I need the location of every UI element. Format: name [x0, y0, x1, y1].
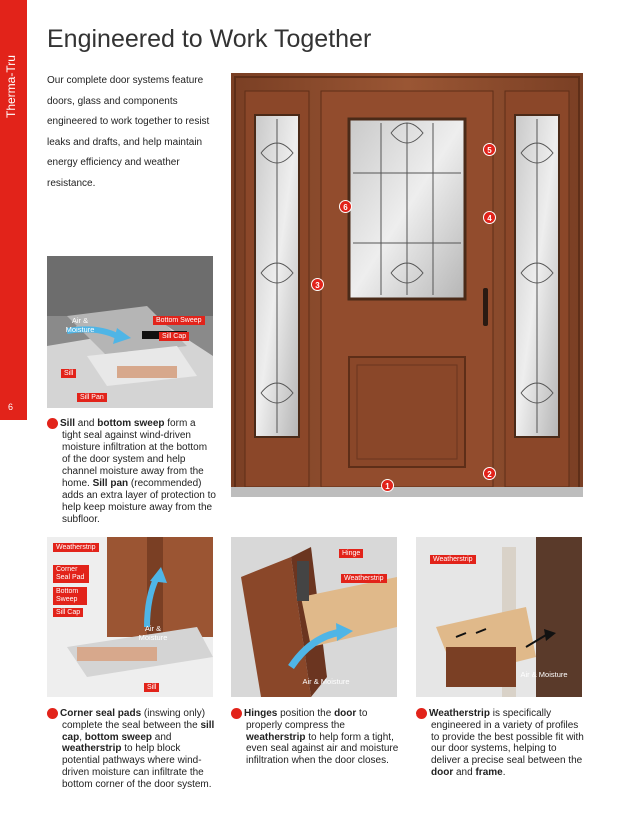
caption-term: frame: [475, 766, 503, 778]
label-air-moisture: Air & Moisture: [138, 624, 168, 642]
intro-paragraph: Our complete door systems feature doors, glass and components engineered to work together to resist leaks and drafts, and help maintain energy efficiency and weather resistance.: [47, 75, 210, 189]
label-bottom-sweep: Bottom Sweep: [153, 316, 205, 325]
caption-text: to properly compress the: [246, 708, 368, 731]
brand-name: Therma-Tru: [4, 55, 18, 118]
caption-term: Corner seal pads: [60, 708, 142, 719]
caption-term: bottom sweep: [84, 731, 153, 743]
section-label: Therma-Tru . Doors: [4, 8, 46, 118]
corner-seal-photo: [47, 537, 213, 697]
caption-number: 4: [416, 708, 427, 719]
caption-text: and: [152, 731, 172, 743]
caption-text: to help form a tight, even seal against air and moisture infiltration when the door closes.: [246, 731, 399, 767]
callout-3: 3: [311, 278, 324, 291]
caption-text: (recommended) adds an extra layer of protection to help keep moisture away from the subfloor.: [62, 478, 216, 525]
hinge-photo: [231, 537, 397, 697]
caption-term: Hinges: [244, 708, 278, 719]
callout-1: 1: [381, 479, 394, 492]
label-sill-cap: Sill Cap: [159, 332, 189, 341]
caption-text: (inswing only) complete the seal between the: [62, 708, 206, 731]
caption-term: Sill pan: [92, 478, 129, 489]
caption-term: sill cap: [62, 719, 215, 743]
caption-term: Sill: [60, 418, 76, 429]
caption-term: Weatherstrip: [429, 708, 490, 719]
caption-text: to help block potential pathways where wind-driven moisture can infiltrate the bottom corner of the door system.: [62, 743, 212, 790]
caption-corner-seal: [42, 708, 219, 791]
label-sill: Sill: [61, 369, 76, 378]
caption-text: is specifically engineered in a variety of profiles to provide the best possible fit with our door systems, helping to deliver a precise seal between the: [431, 708, 584, 767]
label-air-moisture: Air & Moisture: [65, 316, 95, 334]
label-weatherstrip: Weatherstrip: [53, 543, 99, 552]
caption-weatherstrip: [411, 708, 588, 779]
caption-text: .: [502, 766, 506, 778]
caption-term: door: [334, 708, 357, 719]
callout-4: 4: [483, 211, 496, 224]
label-sill-pan: Sill Pan: [77, 393, 107, 402]
caption-text: and: [75, 418, 98, 429]
label-weatherstrip: Weatherstrip: [341, 574, 387, 583]
caption-sill: [42, 418, 217, 526]
callout-5: 5: [483, 143, 496, 156]
callout-6: 6: [339, 200, 352, 213]
caption-text: ,: [79, 731, 85, 743]
label-corner-seal-pad: Corner Seal Pad: [53, 565, 89, 583]
label-sill-cap: Sill Cap: [53, 608, 83, 617]
label-weatherstrip: Weatherstrip: [430, 555, 476, 564]
label-hinge: Hinge: [339, 549, 363, 558]
door-illustration: [231, 73, 583, 497]
caption-term: weatherstrip: [62, 743, 122, 755]
label-sill: Sill: [144, 683, 159, 692]
page-title: Engineered to Work Together: [47, 25, 372, 53]
section-sidebar: [0, 0, 46, 420]
caption-number: 1: [47, 418, 58, 429]
caption-text: form a tight seal against wind-driven moisture infiltration at the bottom of the door system and help channel moisture away from the home.: [62, 418, 208, 489]
page-number: 6: [8, 402, 14, 412]
caption-number: 2: [47, 708, 58, 719]
label-air-moisture: Air & Moisture: [302, 677, 350, 686]
caption-number: 3: [231, 708, 242, 719]
label-bottom-sweep: Bottom Sweep: [53, 587, 87, 605]
caption-hinges: [226, 708, 403, 767]
weatherstrip-photo: [416, 537, 582, 697]
callout-2: 2: [483, 467, 496, 480]
caption-term: weatherstrip: [246, 731, 306, 743]
caption-text: position the: [277, 708, 335, 719]
caption-text: and: [453, 766, 476, 778]
label-air-moisture: Air & Moisture: [520, 670, 568, 679]
caption-term: bottom sweep: [97, 418, 165, 429]
caption-term: door: [431, 766, 454, 778]
sill-photo: [47, 256, 213, 408]
section-name: Doors: [32, 85, 46, 118]
